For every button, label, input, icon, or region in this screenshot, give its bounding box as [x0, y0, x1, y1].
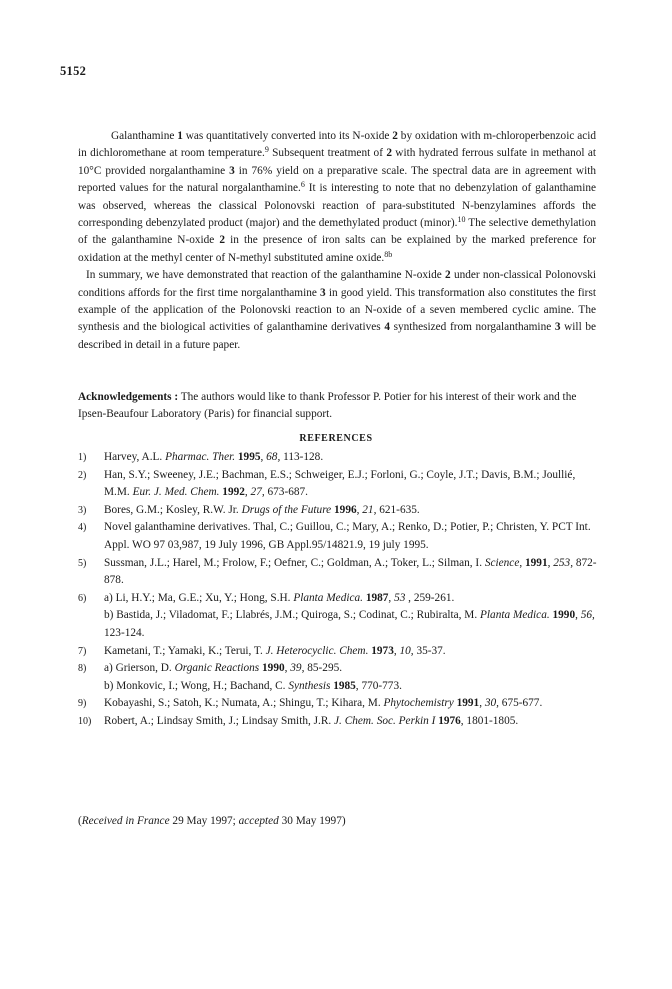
text-run: was quantitatively converted into its N-oxide [182, 130, 393, 142]
italic-text: Pharmac. Ther. [165, 451, 236, 463]
text-run: 85-295. [304, 662, 343, 675]
text-run: will be described in detail in a future paper. [78, 321, 597, 351]
italic-text: Science [484, 556, 520, 569]
text-run: under non-classical Polonovski conditions affords for the first time norgalanthamine [78, 269, 596, 299]
reference-number: 6) [78, 592, 87, 604]
acknowledgements-heading: Acknowledgements : [78, 391, 179, 403]
text-run: Harvey, A.L. [104, 451, 166, 463]
text-run: a) Li, H.Y.; Ma, G.E.; Xu, Y.; Hong, S.H. [104, 591, 294, 604]
italic-text: Eur. J. Med. Chem. [132, 486, 220, 499]
reference-item [78, 519, 598, 554]
text-run: , [388, 591, 395, 604]
bold-text: 3 [229, 164, 235, 177]
italic-text: Drugs of the Future [241, 503, 332, 516]
reference-number: 9) [78, 698, 87, 710]
text-run: Bores, G.M.; Kosley, R.W. Jr. [104, 503, 242, 516]
text-run: , [244, 486, 251, 499]
italic-text: 10, [399, 644, 414, 657]
text-run: , [260, 451, 267, 463]
bold-text: 4 [384, 321, 390, 334]
reference-number: 8) [78, 663, 87, 675]
reference-text [104, 519, 598, 554]
text-run: , 770-773. [355, 679, 402, 692]
text-run: , 1801-1805. [460, 714, 519, 727]
italic-text: 39, [290, 662, 305, 675]
reference-text [104, 643, 598, 661]
reference-text [104, 713, 598, 731]
bold-text: 1996 [334, 503, 357, 516]
acknowledgements-text: The authors would like to thank Professor P. Potier for his interest of their work and the Ipsen-Beaufour Laboratory (Paris) for financial support. [78, 391, 577, 421]
reference-number: 4) [78, 522, 87, 534]
bold-text: 1991 [525, 556, 548, 569]
accepted-label: accepted [238, 815, 279, 827]
body-text [78, 128, 596, 354]
footnote-marker: 8b [384, 249, 393, 259]
reference-item [78, 502, 598, 520]
italic-text: 21, [362, 503, 377, 516]
reference-text [104, 590, 598, 643]
italic-text: 30, [484, 697, 499, 710]
italic-text: Planta Medica. [293, 591, 363, 604]
acknowledgements [78, 389, 596, 424]
text-run: , [356, 503, 363, 516]
bold-text: 2 [445, 269, 451, 282]
received-note [78, 815, 346, 827]
italic-text: 56, [580, 609, 595, 622]
bold-text: 1990 [552, 609, 576, 622]
bold-text: 3 [320, 286, 326, 299]
text-run: Robert, A.; Lindsay Smith, J.; Lindsay Smith, J.R. [104, 714, 335, 727]
footnote-marker: 6 [300, 180, 305, 190]
italic-text: Organic Reactions [174, 662, 260, 675]
text-run: 872-878. [104, 556, 597, 587]
text-run: in good yield. This transformation also constitutes the first example of the application of the Polonovski reaction to an N-oxide of a seven membered cyclic amine. The synthesis and the biological activities of galanthamine derivatives [78, 286, 596, 334]
italic-text: 53 [394, 591, 406, 604]
text-run: In summary, we have demonstrated that reaction of the galanthamine N-oxide [86, 269, 446, 282]
text-run: , 259-261. [405, 591, 455, 604]
bold-text: 2 [386, 147, 392, 160]
reference-item [78, 590, 598, 643]
text-run: Novel galanthamine derivatives. Thal, C.; Guillou, C.; Mary, A.; Renko, D.; Potier, P.; Christen, Y. PCT Int. Appl. WO 97 03,987, 19 July 1996, GB Appl.95/14821.9, 19 july 1995. [104, 521, 591, 551]
paragraph [78, 267, 596, 354]
paragraph [78, 128, 596, 267]
text-run: 113-128. [280, 451, 324, 463]
text-run: a) Grierson, D. [104, 662, 175, 675]
text-run: , [519, 556, 525, 569]
italic-text: Phytochemistry [383, 697, 454, 710]
text-run: , [393, 644, 400, 657]
reference-number: 3) [78, 504, 87, 516]
reference-item [78, 467, 598, 502]
reference-text [104, 449, 598, 467]
text-run: 621-635. [376, 503, 420, 516]
text-run: , [547, 556, 554, 569]
text-run: Han, S.Y.; Sweeney, J.E.; Bachman, E.S.; Schweiger, E.J.; Forloni, G.; Coyle, J.T.; Davis, B.M.; Joullié, M.M. [104, 468, 576, 499]
bold-text: 1995 [237, 451, 261, 463]
footnote-marker: 10 [457, 215, 466, 225]
bold-text: 1 [177, 130, 183, 142]
text-run: , [479, 697, 485, 710]
bold-text: 1990 [262, 662, 285, 675]
reference-number: 1) [78, 452, 87, 463]
text-run: 675-677. [498, 697, 543, 710]
italic-text: Planta Medica. [480, 609, 550, 622]
bold-text: 2 [219, 234, 226, 247]
text-run: 35-37. [413, 644, 446, 657]
text-run: b) Bastida, J.; Viladomat, F.; Llabrés, J.M.; Quiroga, S.; Codinat, C.; Rubiralta, M. [104, 609, 481, 622]
reference-item [78, 643, 598, 661]
text-run: Galanthamine [111, 130, 178, 142]
bold-text: 1992 [222, 486, 245, 499]
text-run: Subsequent treatment of [268, 147, 387, 160]
text-run: in the presence of iron salts can be explained by the marked preference for oxidation at the methyl center of N-methyl substituted amine oxide. [78, 234, 596, 264]
text-run: Sussman, J.L.; Harel, M.; Frolow, F.; Oefner, C.; Goldman, A.; Toker, L.; Silman, I. [104, 556, 485, 569]
page-number: 5152 [60, 64, 87, 78]
bold-text: 2 [392, 130, 398, 142]
italic-text: J. Heterocyclic. Chem. [265, 644, 369, 657]
reference-text [104, 695, 598, 713]
italic-text: J. Chem. Soc. Perkin I [334, 714, 436, 727]
italic-text: 68, [266, 451, 281, 463]
text-run: It is interesting to note that no debenzylation of galanthamine was observed, whereas the classical Polonovski reaction of para-substituted N-benzylamines affords the corresponding debenzylated product (major) and the demethylated product (minor). [78, 182, 596, 230]
reference-item [78, 713, 598, 731]
text-run: 123-124. [104, 626, 145, 639]
reference-number: 10) [78, 715, 92, 727]
reference-text [104, 555, 598, 590]
text-run: by oxidation with m-chloroperbenzoic acid in dichloromethane at room temperature. [78, 130, 597, 160]
text-run: Kobayashi, S.; Satoh, K.; Numata, A.; Shingu, T.; Kihara, M. [104, 697, 384, 710]
received-label: Received in France [81, 815, 170, 827]
reference-text [104, 660, 598, 695]
reference-text [104, 502, 598, 520]
italic-text: Synthesis [288, 679, 331, 692]
footnote-marker: 9 [264, 145, 269, 155]
references-title: REFERENCES [299, 433, 373, 444]
text-run: The selective demethylation of the galanthamine N-oxide [78, 217, 596, 247]
received-date: 29 May 1997; [169, 815, 239, 827]
bold-text: 1976 [438, 714, 461, 727]
bold-text: 1973 [371, 644, 394, 657]
accepted-date: 30 May 1997) [278, 815, 346, 827]
reference-item [78, 660, 598, 695]
text-run: in 76% yield on a preparative scale. The spectral data are in agreement with reported values for the natural norgalanthamine. [78, 164, 597, 195]
received-open: ( [78, 815, 82, 827]
text-run: 673-687. [264, 486, 308, 499]
italic-text: 253, [553, 556, 574, 569]
reference-item [78, 555, 598, 590]
text-run: Kametani, T.; Yamaki, K.; Terui, T. [104, 644, 266, 657]
text-run: , [575, 609, 581, 622]
bold-text: 1991 [456, 697, 480, 710]
reference-number: 5) [78, 557, 87, 569]
bold-text: 3 [554, 321, 561, 334]
reference-number: 2) [78, 469, 87, 481]
reference-text [104, 467, 598, 502]
bold-text: 1985 [333, 679, 356, 692]
reference-number: 7) [78, 645, 87, 657]
text-run: b) Monkovic, I.; Wong, H.; Bachand, C. [104, 679, 289, 692]
text-run: , [284, 662, 291, 675]
reference-item [78, 695, 598, 713]
italic-text: 27, [250, 486, 265, 499]
text-run: synthesized from norgalanthamine [389, 321, 555, 334]
references-list [78, 449, 598, 731]
bold-text: 1987 [365, 591, 389, 604]
text-run: with hydrated ferrous sulfate in methanol at 10°C provided norgalanthamine [78, 147, 597, 177]
reference-item [78, 449, 598, 467]
